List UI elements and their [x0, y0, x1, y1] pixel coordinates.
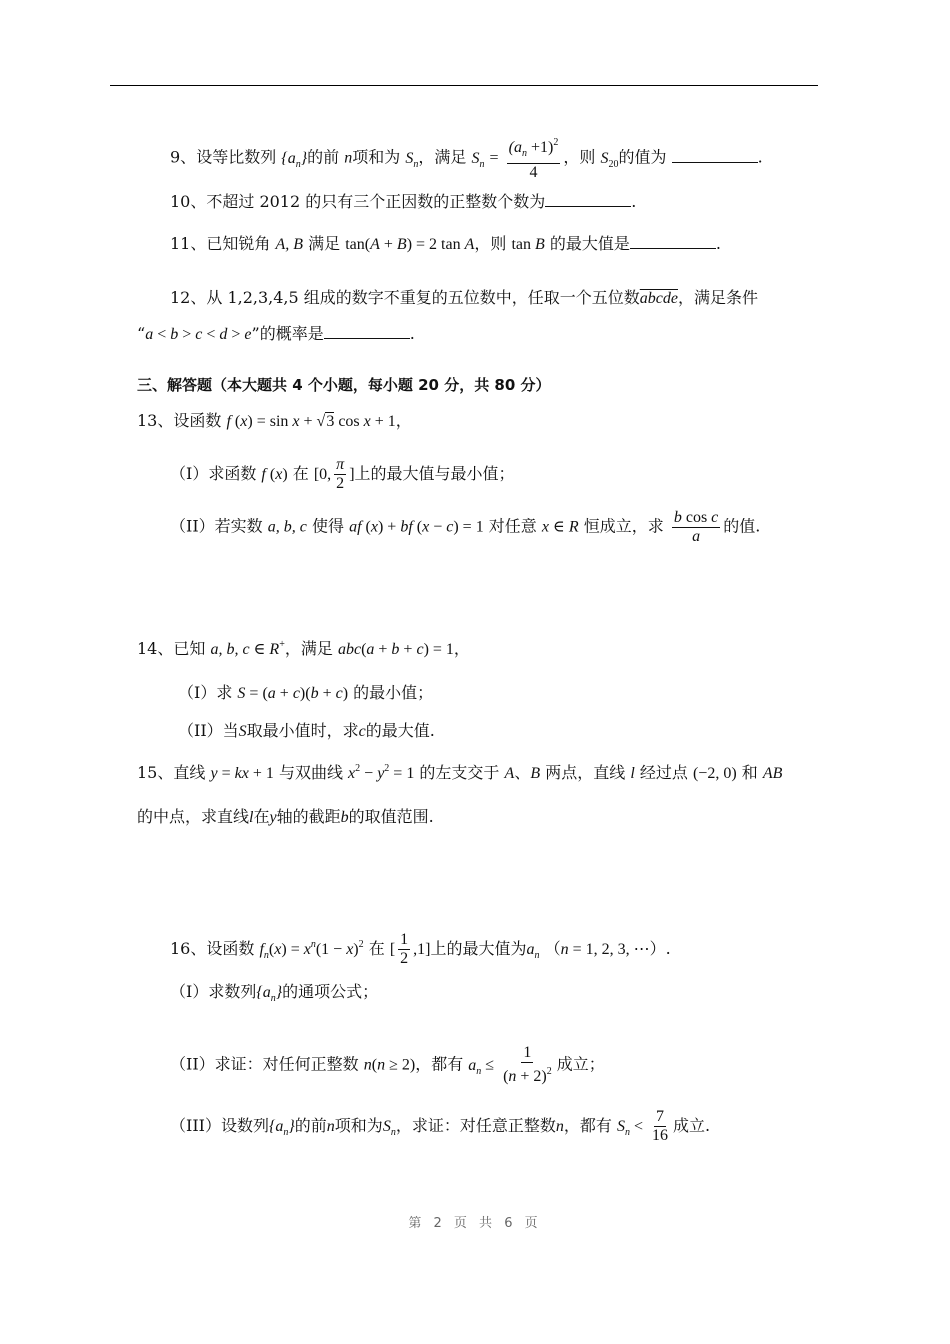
question-14-part-1: （I）求 S = (a + c)(b + c) 的最小值；: [178, 683, 434, 702]
question-11: 11、已知锐角 A, B 满足 tan(A + B) = 2 tan A，则 tan B 的最大值是 .: [170, 234, 722, 253]
answer-blank-10[interactable]: [545, 192, 631, 207]
question-13-part-2: （II）若实数 a, b, c 使得 af (x) + bf (x − c) = 1 对任意 x ∈ R 恒成立，求 $\frac{\text{b cos c}}{a}$ 的值.: [170, 509, 761, 545]
question-10: 10、不超过 2012 的只有三个正因数的正整数个数为 .: [170, 192, 637, 211]
question-14: 14、已知 a, b, c ∈ R+，满足 abc(a + b + c) = 1，: [137, 639, 470, 658]
question-16-part-2: （II）求证：对任何正整数 n(n ≥ 2)，都有 $a_n$ ≤ $\frac{1}{(n + 2)^2}$ 成立；: [170, 1044, 605, 1085]
question-13-part-1: （I）求函数 f (x) 在 [0, $\frac{\pi}{2}$ ]上的最大值与最小值；: [170, 456, 515, 492]
q9-number: 9、: [170, 147, 197, 167]
question-15-line-1: 15、直线 y = kx + 1 与双曲线 $x^2 - y^2 = 1$ 的左支交于 A、B 两点，直线 l 经过点 (−2, 0) 和 AB: [137, 763, 783, 782]
question-14-part-2: （II）当S取最小值时，求c的最大值.: [178, 721, 435, 740]
answer-blank-11[interactable]: [630, 234, 716, 249]
section-3-title: 三、解答题（本大题共 4 个小题，每小题 20 分，共 80 分）: [137, 376, 551, 394]
question-13: 13、设函数 f (x) = sin x + √3 cos x + 1，: [137, 411, 412, 430]
question-16-part-1: （I）求数列$\{a_n\}$的通项公式；: [170, 982, 379, 1004]
header-rule: [110, 85, 818, 86]
question-16-part-3: （III）设数列$\{a_n\}$的前n项和为$S_n$，求证：对任意正整数n，都有 $S_n$ < $\frac{7}{16}$ 成立.: [170, 1108, 711, 1144]
q9-fraction: $\frac{(a_n +1)^2}{4}$: [507, 134, 561, 182]
question-15-line-2: 的中点，求直线l在y轴的截距b的取值范围.: [137, 807, 434, 826]
page-footer: 第 2 页 共 6 页: [408, 1216, 542, 1231]
question-12-line-1: 12、从 1,2,3,4,5 组成的数字不重复的五位数中，任取一个五位数abcde，满足条件: [170, 288, 758, 307]
question-12-line-2: “a < b > c < d > e”的概率是 .: [137, 324, 415, 343]
answer-blank-12[interactable]: [324, 324, 410, 339]
question-16: 16、设函数 $f_n(x) = x^n(1 - x)^2$ 在 [ $\frac{1}{2}$ ,1]上的最大值为$a_n$ （n = 1, 2, 3, ⋯）.: [170, 931, 671, 967]
five-digit-overline: abcde: [639, 290, 678, 307]
question-9: 9、设等比数列 $\{a_n\}$的前 n项和为 $S_n$，满足 $S_n$ = $\frac{(a_n +1)^2}{4}$ ，则 $S_{20}$的值为 .: [170, 134, 763, 182]
answer-blank-9[interactable]: [672, 148, 758, 163]
